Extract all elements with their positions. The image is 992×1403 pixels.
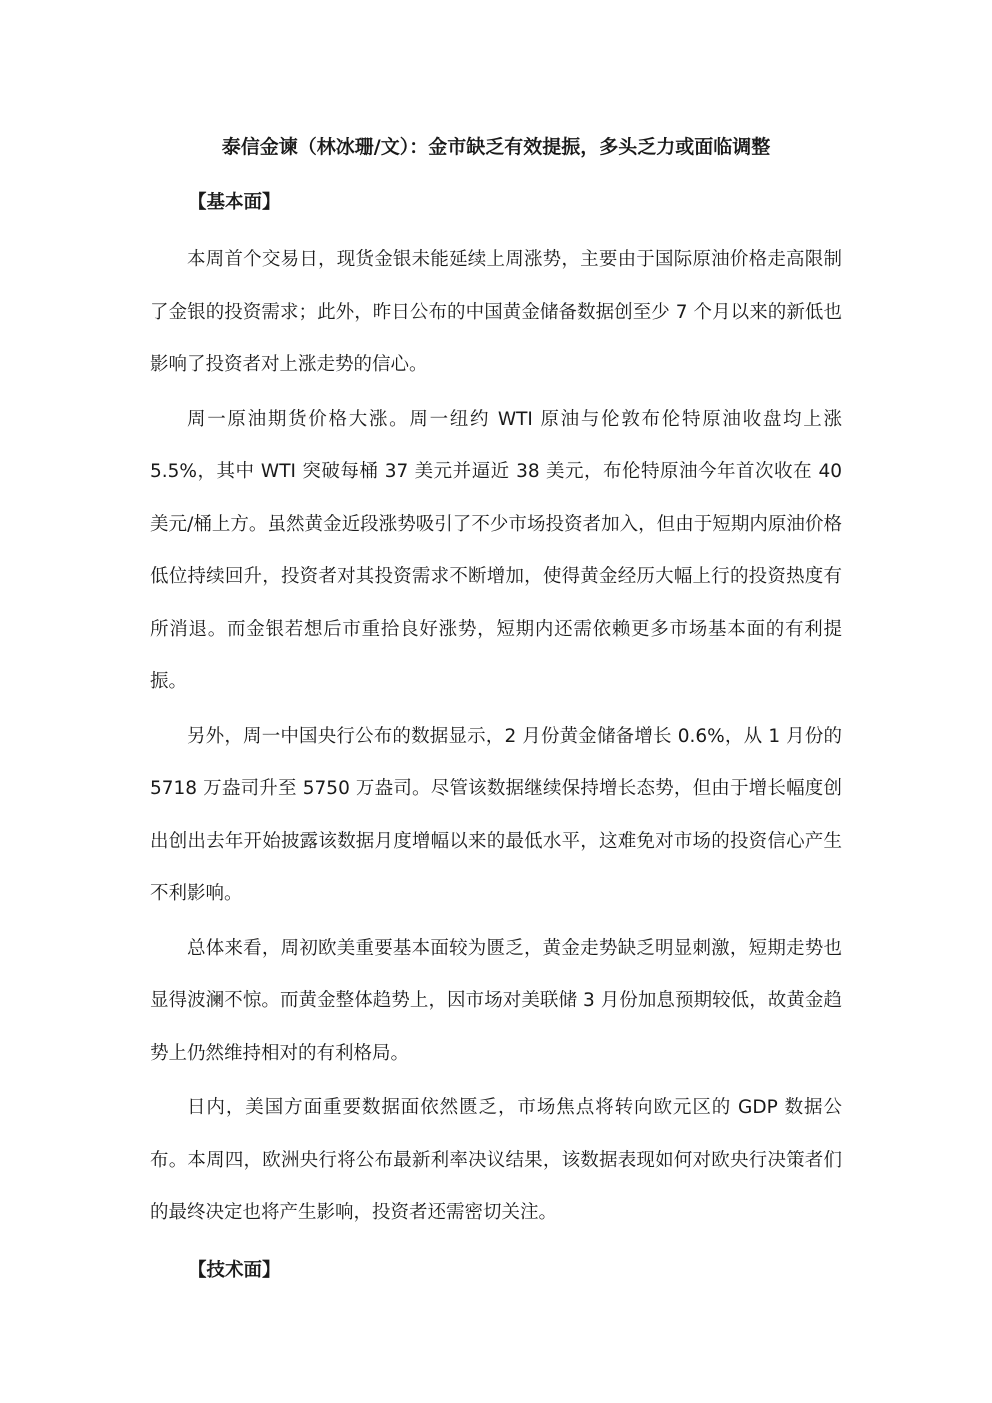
section-heading-fundamental: 【基本面】 xyxy=(188,192,281,213)
article-title: 泰信金谏（林冰珊/文）：金市缺乏有效提振，多头乏力或面临调整 xyxy=(221,136,771,158)
paragraph-5: 日内，美国方面重要数据面依然匮乏，市场焦点将转向欧元区的 GDP 数据公布。本周四，欧洲央行将公布最新利率决议结果，该数据表现如何对欧央行决策者们的最终决定也将产生影响，投资者还需密切关注。 xyxy=(150,1097,842,1223)
paragraph-4: 总体来看，周初欧美重要基本面较为匮乏，黄金走势缺乏明显刺激，短期走势也显得波澜不惊。而黄金整体趋势上，因市场对美联储 3 月份加息预期较低，故黄金趋势上仍然维持相对的有利格局。 xyxy=(150,937,842,1064)
section-heading-technical: 【技术面】 xyxy=(188,1259,281,1281)
document-page xyxy=(150,128,842,1294)
paragraph-3: 另外，周一中国央行公布的数据显示，2 月份黄金储备增长 0.6%，从 1 月份的 5718 万盎司升至 5750 万盎司。尽管该数据继续保持增长态势，但由于增长幅度创出创出去年开始披露该数据月度增幅以来的最低水平，这难免对市场的投资信心产生不利影响。 xyxy=(150,725,842,904)
paragraph-1: 本周首个交易日，现货金银未能延续上周涨势，主要由于国际原油价格走高限制了金银的投资需求；此外，昨日公布的中国黄金储备数据创至少 7 个月以来的新低也影响了投资者对上涨走势的信心。 xyxy=(150,249,842,375)
paragraph-2: 周一原油期货价格大涨。周一纽约 WTI 原油与伦敦布伦特原油收盘均上涨 5.5%，其中 WTI 突破每桶 37 美元并逼近 38 美元，布伦特原油今年首次收在 40 美元/桶上方。虽然黄金近段涨势吸引了不少市场投资者加入，但由于短期内原油价格低位持续回升，投资者对其投资需求不断增加，使得黄金经历大幅上行的投资热度有所消退。而金银若想后市重拾良好涨势，短期内还需依赖更多市场基本面的有利提振。 xyxy=(150,408,842,692)
